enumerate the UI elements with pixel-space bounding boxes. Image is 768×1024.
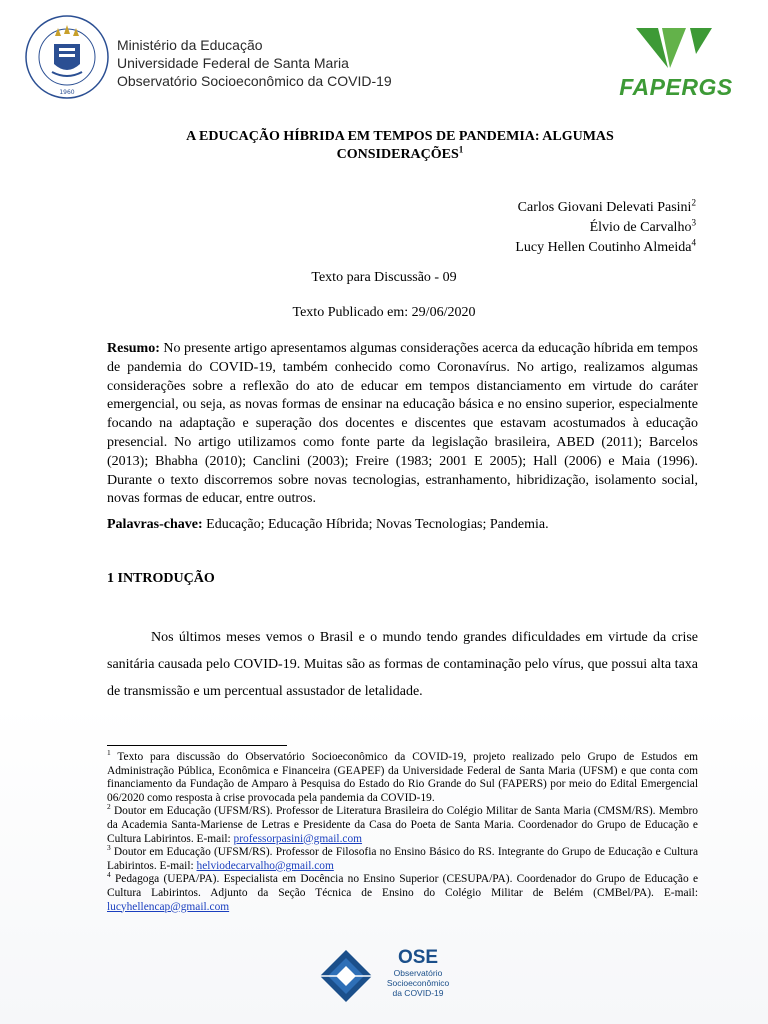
author: Lucy Hellen Coutinho Almeida$^4$ xyxy=(515,237,696,255)
page-header xyxy=(0,0,768,118)
footnote: $^1$ Texto para discussão do Observatório Socioeconômico da COVID-19, projeto realizado pelo Grupo de Estudos em Administração Pública, Econômica e Financeira (GEAPEF) da Universidade Federal de Santa Maria (UFSM) e que conta com financiamento da Fundação de Amparo à Pesquisa do Estado do Rio Grande do Sul (FAPERS) por meio do Edital Emergencial 06/2020 como resposta à crise provocada pela pandemia da COVID-19. xyxy=(107,748,698,804)
discussion-text-label: Texto para Discussão - 09 xyxy=(311,270,457,285)
section-heading: 1 INTRODUÇÃO xyxy=(107,571,215,586)
keywords-text: Educação; Educação Híbrida; Novas Tecnologias; Pandemia. xyxy=(202,517,549,532)
inst-line-ministry: Ministério da Educação xyxy=(117,37,263,53)
ose-line: da COVID-19 xyxy=(392,988,444,998)
abstract-text: No presente artigo apresentamos algumas considerações acerca da educação híbrida em tempos de pandemia do COVID-19, também conhecido como Coronavírus. No artigo, realizamos algumas considerações sobre a reflexão do ato de educar em tempos distanciamento em virtude do caráter emergencial, ou seja, as novas formas de ensinar na educação básica e no ensino superior, especialmente focando na adaptação e superação dos docentes e discentes que estavam acostumados à educação presencial. No artigo utilizamos como fonte parte da legislação brasileira, ABED (2011); Barcelos (2013); Bhabha (2010); Canclini (2003); Freire (1983; 2001 E 2005); Hall (2006) e Maia (1996). Durante o texto discorremos sobre novas tecnologias, estranhamento, hibridização, isolamento social, novas formas de educar, entre outros. xyxy=(107,341,698,507)
seal-year: 1960 xyxy=(59,89,75,96)
institution-block xyxy=(117,36,392,90)
author: Élvio de Carvalho$^3$ xyxy=(589,217,696,235)
fapergs-label: FAPERGS xyxy=(619,74,733,100)
keywords-label: Palavras-chave: xyxy=(107,517,203,532)
abstract xyxy=(107,340,698,509)
footnotes xyxy=(107,748,698,914)
title-line-1: A EDUCAÇÃO HÍBRIDA EM TEMPOS DE PANDEMIA: ALGUMAS xyxy=(186,129,614,144)
footnote: $^2$ Doutor em Educação (UFSM/RS). Professor de Literatura Brasileira do Colégio Militar de Santa Maria (CMSM/RS). Membro da Academia Santa-Mariense de Letras e Presidente da Casa do Poeta de Santa Maria. Coordenador do Grupo de Educação e Cultura Labirintos. E-mail: professorpasini@gmail.com xyxy=(107,802,698,845)
fapergs-mark-icon xyxy=(606,24,746,76)
inst-line-observatory: Observatório Socioeconômico da COVID-19 xyxy=(117,73,392,89)
ufsm-seal-logo xyxy=(24,14,110,100)
abstract-label: Resumo: xyxy=(107,341,160,356)
ose-line: Socioeconômico xyxy=(386,978,450,988)
ose-line: Observatório xyxy=(393,968,443,978)
ose-logo xyxy=(318,948,458,1008)
email-link[interactable]: professorpasini@gmail.com xyxy=(233,832,363,845)
keywords xyxy=(107,517,707,533)
author: Carlos Giovani Delevati Pasini$^2$ xyxy=(517,197,696,215)
footnote: $^3$ Doutor em Educação (UFSM/RS). Professor de Filosofia no Ensino Básico do RS. Integrante do Grupo de Educação e Cultura Labirintos. E-mail: helviodecarvalho@gmail.com xyxy=(107,843,698,872)
fapergs-logo xyxy=(606,24,746,104)
title-line-2: CONSIDERAÇÕES$^1$ xyxy=(336,144,464,162)
ose-title: OSE xyxy=(397,947,439,968)
footnote: $^4$ Pedagoga (UEPA/PA). Especialista em Docência no Ensino Superior (CESUPA/PA). Coordenador do Grupo de Educação e Cultura Labirintos. Adjunto da Seção Técnica de Ensino do Colégio Militar de Belém (CMBel/PA). E-mail: lucyhellencap@gmail.com xyxy=(107,870,698,913)
ose-diamond-icon xyxy=(318,948,374,1004)
intro-paragraph: Nos últimos meses vemos o Brasil e o mundo tendo grandes dificuldades em virtude da crise sanitária causada pelo COVID-19. Muitas são as formas de contaminação pelo vírus, que possui alta taxa de transmissão e um percentual assustador de letalidade. xyxy=(107,630,698,699)
inst-line-university: Universidade Federal de Santa Maria xyxy=(117,55,349,71)
paper-title xyxy=(130,128,670,164)
footnote-rule xyxy=(107,745,287,746)
email-link[interactable]: helviodecarvalho@gmail.com xyxy=(196,859,334,872)
ose-text xyxy=(378,948,458,998)
published-date: Texto Publicado em: 29/06/2020 xyxy=(292,305,476,320)
author-list xyxy=(515,198,696,258)
email-link[interactable]: lucyhellencap@gmail.com xyxy=(107,900,230,913)
